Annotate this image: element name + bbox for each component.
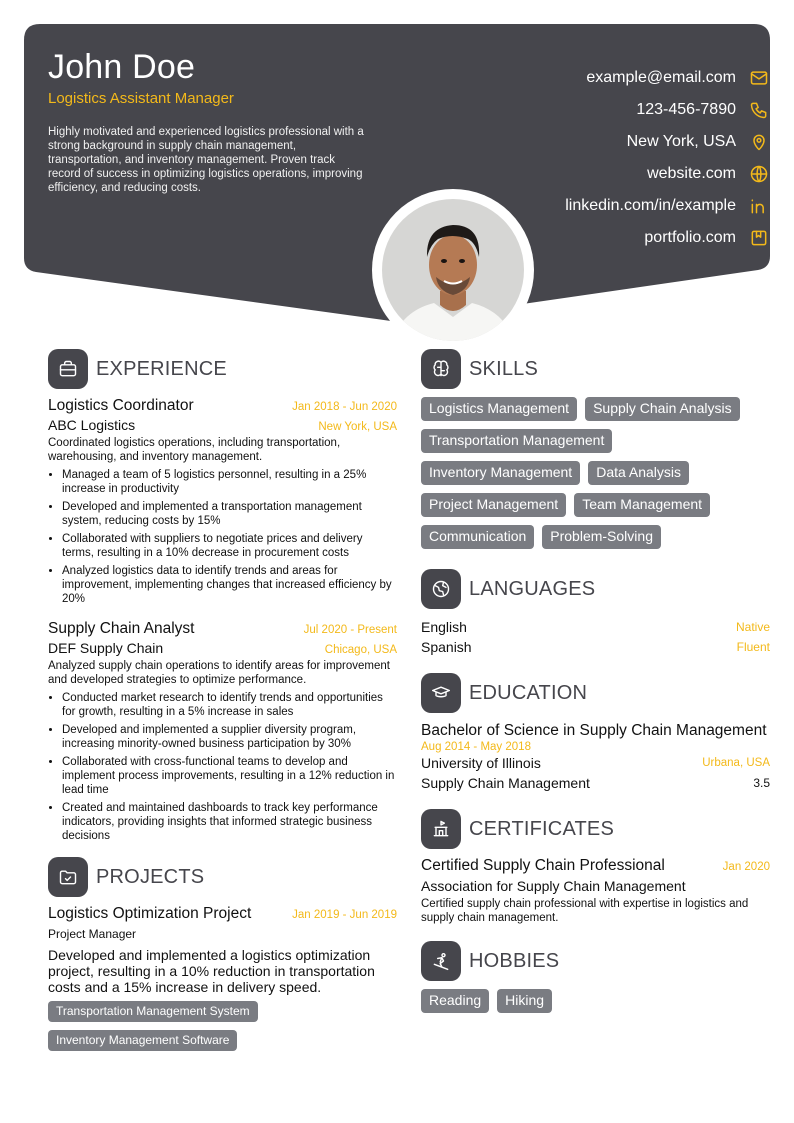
skill-chip: Problem-Solving xyxy=(542,525,661,549)
education-dates: Aug 2014 - May 2018 xyxy=(421,741,531,753)
certificate-issuer: Association for Supply Chain Management xyxy=(421,878,686,894)
contact-email-text[interactable]: example@email.com xyxy=(586,69,736,86)
experience-item xyxy=(48,620,397,843)
skill-chip: Inventory Management xyxy=(421,461,580,485)
certificate-description: Certified supply chain professional with expertise in logistics and supply chain management. xyxy=(421,898,749,924)
field-row xyxy=(421,773,770,793)
globe-icon xyxy=(748,163,770,185)
briefcase-icon xyxy=(48,349,88,389)
phone-icon xyxy=(748,99,770,121)
brain-icon xyxy=(421,349,461,389)
skills-list xyxy=(421,397,770,557)
hobby-chip: Hiking xyxy=(497,989,552,1013)
projects-section-header xyxy=(48,857,397,897)
school-name: University of Illinois xyxy=(421,755,541,771)
job-title: Supply Chain Analyst xyxy=(48,620,195,637)
education-section-header xyxy=(421,673,770,713)
language-globe-icon xyxy=(421,569,461,609)
languages-section-header xyxy=(421,569,770,609)
education-item xyxy=(421,721,770,793)
contact-location-text: New York, USA xyxy=(626,133,736,150)
certificate-name: Certified Supply Chain Professional xyxy=(421,857,665,874)
projects-title: PROJECTS xyxy=(96,865,205,888)
location-pin-icon xyxy=(748,131,770,153)
education-title: EDUCATION xyxy=(469,681,588,704)
skill-chip: Logistics Management xyxy=(421,397,577,421)
job-summary: Analyzed supply chain operations to identify areas for improvement and developed strategies to optimize performance. xyxy=(48,660,390,686)
contact-email[interactable] xyxy=(450,62,770,94)
project-tags xyxy=(48,1001,397,1059)
hobbies-section-header xyxy=(421,941,770,981)
hobby-chip: Reading xyxy=(421,989,489,1013)
project-tag: Inventory Management Software xyxy=(48,1030,237,1051)
bullet-item: • Developed and implemented a supplier diversity program, increasing minority-owned business participation by 30% xyxy=(62,723,397,751)
contact-phone[interactable] xyxy=(450,94,770,126)
language-level: Fluent xyxy=(736,640,770,654)
project-title: Logistics Optimization Project xyxy=(48,905,252,922)
profile-summary: Highly motivated and experienced logistics professional with a strong background in supply chain management, transportation, and inventory management. Proven track record of success in optimizing logistics operations, improving efficiency, and reducing costs. xyxy=(48,126,364,194)
language-row xyxy=(421,637,770,657)
project-description: Developed and implemented a logistics optimization project, resulting in a 10% reduction in transportation costs and a 15% increase in delivery speed. xyxy=(48,947,375,995)
contact-linkedin-text[interactable]: linkedin.com/in/example xyxy=(565,197,736,214)
language-level: Native xyxy=(735,620,770,634)
skiing-icon xyxy=(421,941,461,981)
linkedin-icon xyxy=(748,195,770,217)
job-bullets xyxy=(48,468,397,606)
portfolio-icon xyxy=(748,227,770,249)
contact-location xyxy=(450,126,770,158)
job-title: Logistics Coordinator xyxy=(48,397,194,414)
school-location: Urbana, USA xyxy=(702,757,770,769)
experience-section-header xyxy=(48,349,397,389)
experience-title: EXPERIENCE xyxy=(96,357,227,380)
hobbies-list xyxy=(421,989,770,1021)
company-name: ABC Logistics xyxy=(48,417,136,433)
graduation-cap-icon xyxy=(421,673,461,713)
certificates-title: CERTIFICATES xyxy=(469,817,615,840)
job-role: Logistics Assistant Manager xyxy=(48,90,234,107)
languages-title: LANGUAGES xyxy=(469,577,596,600)
bullet-item: • Collaborated with cross-functional teams to develop and implement process improvements, resulting in a 12% reduction in lead time xyxy=(62,755,397,797)
skills-section-header xyxy=(421,349,770,389)
job-location: New York, USA xyxy=(318,421,397,433)
institution-icon xyxy=(421,809,461,849)
degree: Bachelor of Science in Supply Chain Management xyxy=(421,722,767,739)
folder-icon xyxy=(48,857,88,897)
company-name: DEF Supply Chain xyxy=(48,640,164,656)
skills-title: SKILLS xyxy=(469,357,539,380)
job-bullets xyxy=(48,691,397,843)
job-location: Chicago, USA xyxy=(324,644,397,656)
hobbies-title: HOBBIES xyxy=(469,949,560,972)
skill-chip: Data Analysis xyxy=(588,461,689,485)
contact-website-text[interactable]: website.com xyxy=(647,165,736,182)
skill-chip: Communication xyxy=(421,525,534,549)
gpa: 3.5 xyxy=(753,776,770,790)
bullet-item: • Conducted market research to identify trends and opportunities for growth, resulting in a 5% increase in sales xyxy=(62,691,397,719)
bullet-item: • Collaborated with suppliers to negotiate prices and delivery terms, resulting in a 10% decrease in procurement costs xyxy=(62,532,397,560)
project-dates: Jan 2019 - Jun 2019 xyxy=(292,909,397,921)
name: John Doe xyxy=(48,48,196,86)
certificates-section-header xyxy=(421,809,770,849)
project-item xyxy=(48,905,397,1059)
certificate-item xyxy=(421,857,770,925)
experience-item xyxy=(48,397,397,606)
contact-portfolio-text[interactable]: portfolio.com xyxy=(644,229,736,246)
bullet-item: • Created and maintained dashboards to track key performance indicators, providing insights that informed strategic business decisions xyxy=(62,801,397,843)
certificate-date: Jan 2020 xyxy=(722,861,770,873)
job-summary: Coordinated logistics operations, including transportation, warehousing, and inventory management. xyxy=(48,437,341,463)
contact-website[interactable] xyxy=(450,158,770,190)
contact-phone-text[interactable]: 123-456-7890 xyxy=(636,101,736,118)
bullet-item: • Developed and implemented a transportation management system, reducing costs by 15% xyxy=(62,500,397,528)
profile-photo xyxy=(382,199,524,341)
school-row xyxy=(421,753,770,773)
job-dates: Jul 2020 - Present xyxy=(303,624,397,636)
skill-chip: Project Management xyxy=(421,493,566,517)
skill-chip: Team Management xyxy=(574,493,710,517)
job-dates: Jan 2018 - Jun 2020 xyxy=(292,401,397,413)
language-name: Spanish xyxy=(421,639,472,655)
language-row xyxy=(421,617,770,637)
bullet-item: • Analyzed logistics data to identify trends and areas for improvement, implementing changes that increased efficiency by 20% xyxy=(62,564,397,606)
field-of-study: Supply Chain Management xyxy=(421,775,590,791)
bullet-item: • Managed a team of 5 logistics personnel, resulting in a 25% increase in productivity xyxy=(62,468,397,496)
project-tag: Transportation Management System xyxy=(48,1001,258,1022)
language-name: English xyxy=(421,619,467,635)
mail-icon xyxy=(748,67,770,89)
skill-chip: Transportation Management xyxy=(421,429,612,453)
skill-chip: Supply Chain Analysis xyxy=(585,397,740,421)
project-role: Project Manager xyxy=(48,927,137,941)
